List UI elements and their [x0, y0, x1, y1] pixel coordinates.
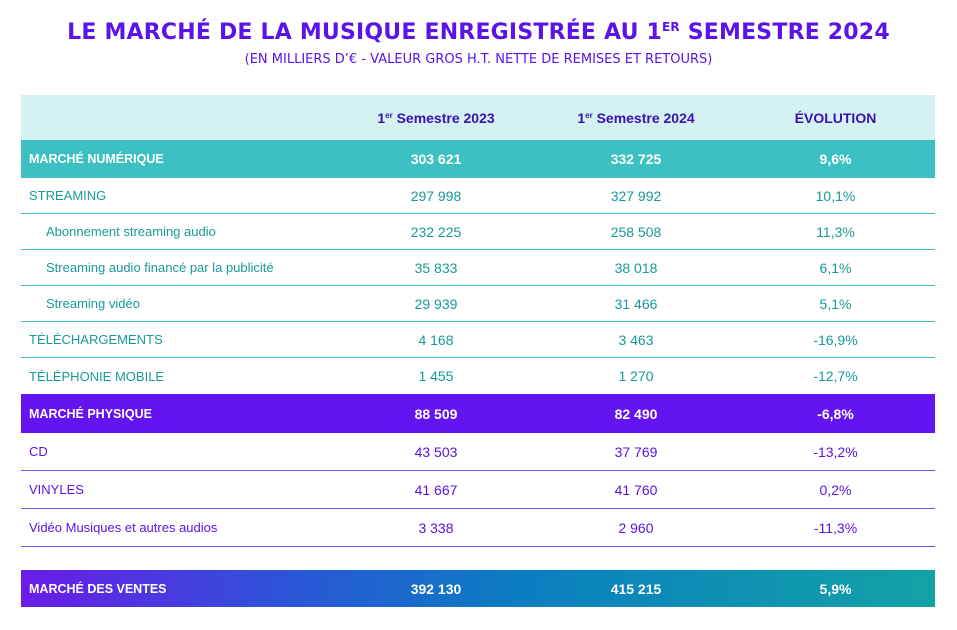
- value-evolution: 5,1%: [819, 295, 852, 312]
- value-2024: 2 960: [618, 519, 654, 536]
- row-label: MARCHÉ DES VENTES: [29, 581, 167, 596]
- value-2023: 43 503: [414, 443, 458, 460]
- value-2023: 88 509: [414, 405, 458, 422]
- table-header-row: [21, 95, 935, 140]
- value-2023: 232 225: [410, 223, 462, 240]
- value-evolution: -13,2%: [813, 443, 858, 460]
- row-label: Streaming audio financé par la publicité: [46, 260, 274, 275]
- value-2024: 37 769: [614, 443, 658, 460]
- value-2024: 327 992: [610, 187, 662, 204]
- row-label: VINYLES: [29, 482, 84, 497]
- table-row-telechargements: [21, 322, 935, 358]
- table-row-marche-des-ventes: [21, 570, 935, 607]
- value-2024: 3 463: [618, 331, 654, 348]
- row-label: TÉLÉPHONIE MOBILE: [29, 368, 165, 384]
- value-2023: 303 621: [410, 151, 462, 167]
- value-2024: 31 466: [614, 295, 658, 312]
- table-row-streaming-video: [21, 286, 935, 322]
- header-col-evolution: ÉVOLUTION: [794, 109, 877, 126]
- row-label: TÉLÉCHARGEMENTS: [29, 332, 163, 347]
- value-2023: 35 833: [414, 259, 458, 276]
- row-label: Abonnement streaming audio: [46, 224, 216, 239]
- table-row-cd: [21, 433, 935, 471]
- table-row-marche-physique: [21, 394, 935, 433]
- header-col-2023: 1er Semestre 2023: [377, 109, 495, 126]
- value-evolution: -16,9%: [813, 331, 858, 348]
- table-row-video-musiques: [21, 509, 935, 547]
- value-evolution: 5,9%: [819, 580, 852, 597]
- value-evolution: 10,1%: [815, 187, 856, 204]
- market-table: [21, 95, 935, 607]
- value-2024: 258 508: [610, 223, 662, 240]
- value-2024: 332 725: [610, 151, 662, 167]
- value-2023: 1 455: [418, 368, 454, 384]
- row-label: MARCHÉ NUMÉRIQUE: [29, 152, 164, 166]
- table-row-marche-numerique: [21, 140, 935, 178]
- value-evolution: 6,1%: [819, 259, 852, 276]
- table-row-telephonie-mobile: [21, 358, 935, 394]
- row-label: STREAMING: [29, 188, 107, 203]
- table-row-streaming-pub: [21, 250, 935, 286]
- row-label: Streaming vidéo: [46, 296, 140, 311]
- value-2023: 3 338: [418, 519, 454, 536]
- value-evolution: -11,3%: [813, 519, 858, 536]
- value-evolution: 9,6%: [819, 151, 852, 167]
- value-2023: 4 168: [418, 331, 454, 348]
- value-2024: 415 215: [610, 580, 662, 597]
- row-label: Vidéo Musiques et autres audios: [29, 520, 218, 535]
- value-2023: 297 998: [410, 187, 462, 204]
- value-2024: 38 018: [614, 259, 658, 276]
- value-evolution: 0,2%: [819, 481, 852, 498]
- value-2023: 29 939: [414, 295, 458, 312]
- value-evolution: -12,7%: [813, 368, 858, 384]
- row-label: MARCHÉ PHYSIQUE: [29, 406, 152, 421]
- value-2023: 392 130: [410, 580, 462, 597]
- value-2024: 1 270: [618, 368, 654, 384]
- value-evolution: 11,3%: [816, 223, 855, 240]
- value-2024: 82 490: [614, 405, 658, 422]
- value-evolution: -6,8%: [817, 405, 854, 422]
- table-row-streaming: [21, 178, 935, 214]
- page-subtitle: (EN MILLIERS D’€ - VALEUR GROS H.T. NETTE DE REMISES ET RETOURS): [244, 52, 713, 67]
- table-row-vinyles: [21, 471, 935, 509]
- value-2023: 41 667: [414, 481, 458, 498]
- table-row-abonnement: [21, 214, 935, 250]
- header-col-2024: 1er Semestre 2024: [577, 109, 695, 126]
- value-2024: 41 760: [614, 481, 658, 498]
- row-label: CD: [29, 444, 48, 459]
- page-title: LE MARCHÉ DE LA MUSIQUE ENREGISTRÉE AU 1ER SEMESTRE 2024: [67, 20, 890, 45]
